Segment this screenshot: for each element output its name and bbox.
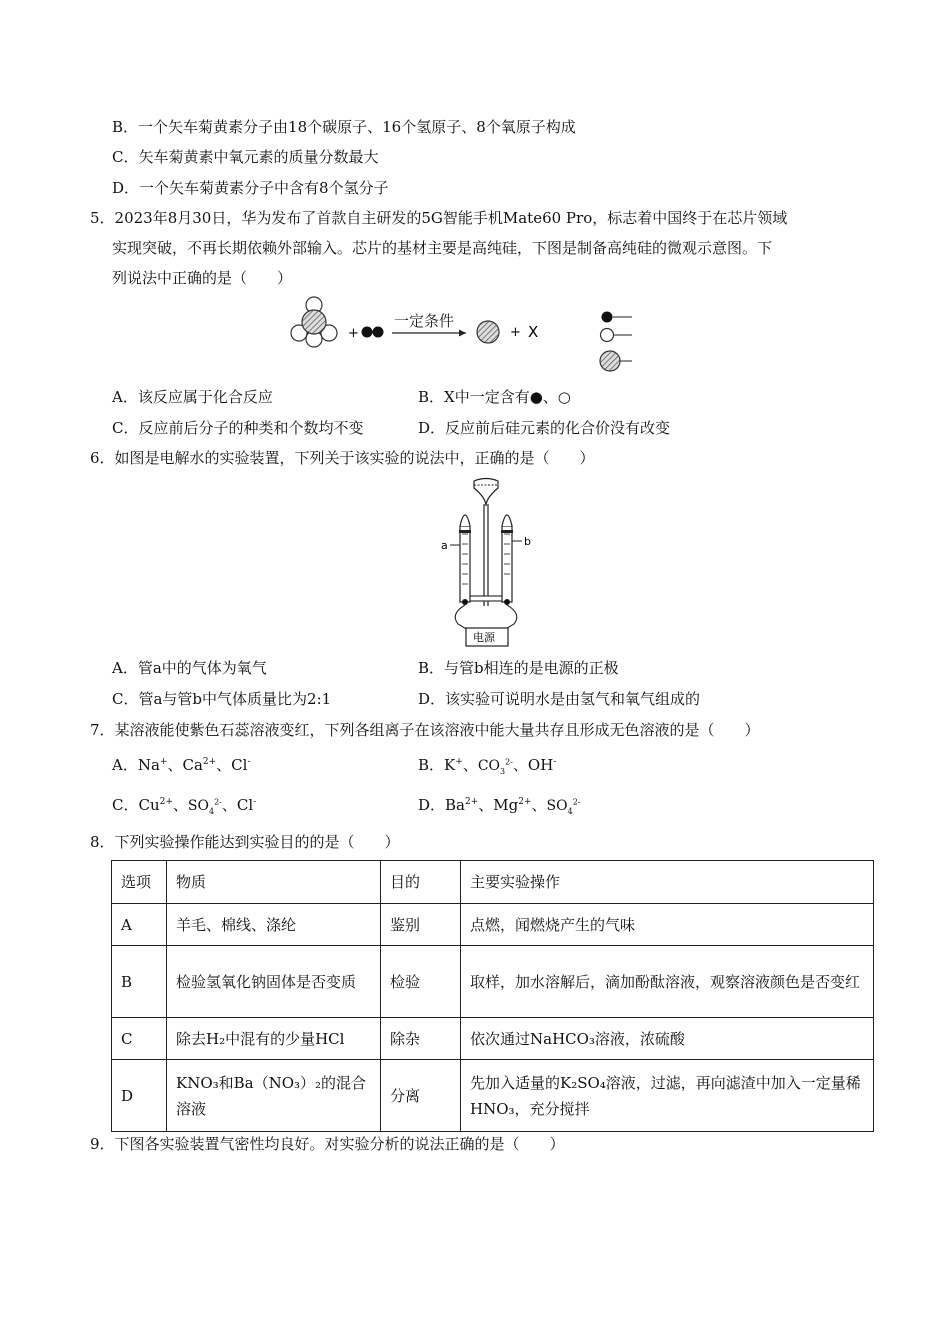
reaction-condition: 一定条件 <box>394 312 455 330</box>
table-cell: 羊毛、棉线、涤纶 <box>167 904 381 946</box>
table-cell: B <box>112 946 167 1018</box>
plus-sign-1: + <box>348 326 359 341</box>
q4-option-c: C．矢车菊黄素中氧元素的质量分数最大 <box>112 148 379 166</box>
sicl4-molecule <box>291 297 337 347</box>
q6-option-b: B．与管b相连的是电源的正极 <box>418 659 619 677</box>
q5-option-a: A．该反应属于化合反应 <box>112 388 273 406</box>
q5-stem-line1: 5．2023年8月30日，华为发布了首款自主研发的5G智能手机Mate60 Pro，标志着中国终于在芯片领域 <box>90 209 788 227</box>
power-source-label: 电源 <box>473 631 495 644</box>
q7-option-a: A．Na+、$Ca^{2+}$、Cl- <box>112 756 251 774</box>
table-row <box>112 1018 874 1060</box>
electrolysis-apparatus <box>438 474 538 650</box>
table-row <box>112 946 874 1018</box>
q5-option-b: B．X中一定含有●、○ <box>418 388 571 406</box>
q8-table <box>111 860 874 1132</box>
table-cell: 检验 <box>381 946 461 1018</box>
q5-reaction-diagram <box>280 292 700 378</box>
header-cell: 选项 <box>112 861 167 904</box>
q6-option-c: C．管a与管b中气体质量比为2:1 <box>112 690 332 708</box>
q8-stem: 8．下列实验操作能达到实验目的的是（ ） <box>90 833 400 851</box>
plus-sign-2: + <box>510 325 521 340</box>
table-cell: 先加入适量的K₂SO₄溶液，过滤，再向滤渣中加入一定量稀HNO₃，充分搅拌 <box>461 1060 874 1132</box>
arrow-head-icon <box>459 330 466 337</box>
table-cell: 点燃，闻燃烧产生的气味 <box>461 904 874 946</box>
legend <box>600 312 632 372</box>
table-cell: 除杂 <box>381 1018 461 1060</box>
q7-option-b: B．K+、$CO_3^{2-}$、OH- <box>418 756 557 776</box>
q5-option-d: D．反应前后硅元素的化合价没有改变 <box>418 419 671 437</box>
si-atom-product <box>477 321 499 343</box>
table-cell: 取样，加水溶解后，滴加酚酞溶液，观察溶液颜色是否变红 <box>461 946 874 1018</box>
q6-option-d: D．该实验可说明水是由氢气和氧气组成的 <box>418 690 701 708</box>
tube-a-label: a <box>441 539 448 552</box>
table-cell: KNO₃和Ba（NO₃）₂的混合溶液 <box>167 1060 381 1132</box>
q5-option-c: C．反应前后分子的种类和个数均不变 <box>112 419 364 437</box>
q7-stem: 7．某溶液能使紫色石蕊溶液变红，下列各组离子在该溶液中能大量共存且形成无色溶液的是（ ） <box>90 721 760 739</box>
header-cell: 物质 <box>167 861 381 904</box>
q5-stem-line3: 列说法中正确的是（ ） <box>112 269 293 287</box>
table-cell: 依次通过NaHCO₃溶液，浓硫酸 <box>461 1018 874 1060</box>
q9-stem: 9．下图各实验装置气密性均良好。对实验分析的说法正确的是（ ） <box>90 1135 565 1153</box>
table-cell: C <box>112 1018 167 1060</box>
header-cell: 主要实验操作 <box>461 861 874 904</box>
table-header-row <box>112 861 874 904</box>
q7-option-c: C．$Cu^{2+}$、$SO_4^{2-}$、Cl- <box>112 796 257 816</box>
table-cell: 检验氢氧化钠固体是否变质 <box>167 946 381 1018</box>
table-cell: 分离 <box>381 1060 461 1132</box>
q6-option-a: A．管a中的气体为氧气 <box>112 659 267 677</box>
table-cell: 鉴别 <box>381 904 461 946</box>
table-cell: 除去H₂中混有的少量HCl <box>167 1018 381 1060</box>
product-x: X <box>528 323 539 341</box>
q6-stem: 6．如图是电解水的实验装置，下列关于该实验的说法中，正确的是（ ） <box>90 449 595 467</box>
h2-molecule <box>362 327 384 338</box>
q7-option-d: D．$Ba^{2+}$、$Mg^{2+}$、$SO_4^{2-}$ <box>418 796 581 816</box>
tube-b-label: b <box>524 535 531 548</box>
q4-option-d: D．一个矢车菊黄素分子中含有8个氢分子 <box>112 179 389 197</box>
table-row <box>112 904 874 946</box>
table-row <box>112 1060 874 1132</box>
table-cell: A <box>112 904 167 946</box>
header-cell: 目的 <box>381 861 461 904</box>
q5-stem-line2: 实现突破，不再长期依赖外部输入。芯片的基材主要是高纯硅，下图是制备高纯硅的微观示意图。下 <box>112 239 773 257</box>
q4-option-b: B．一个矢车菊黄素分子由18个碳原子、16个氢原子、8个氧原子构成 <box>112 118 576 136</box>
table-cell: D <box>112 1060 167 1132</box>
